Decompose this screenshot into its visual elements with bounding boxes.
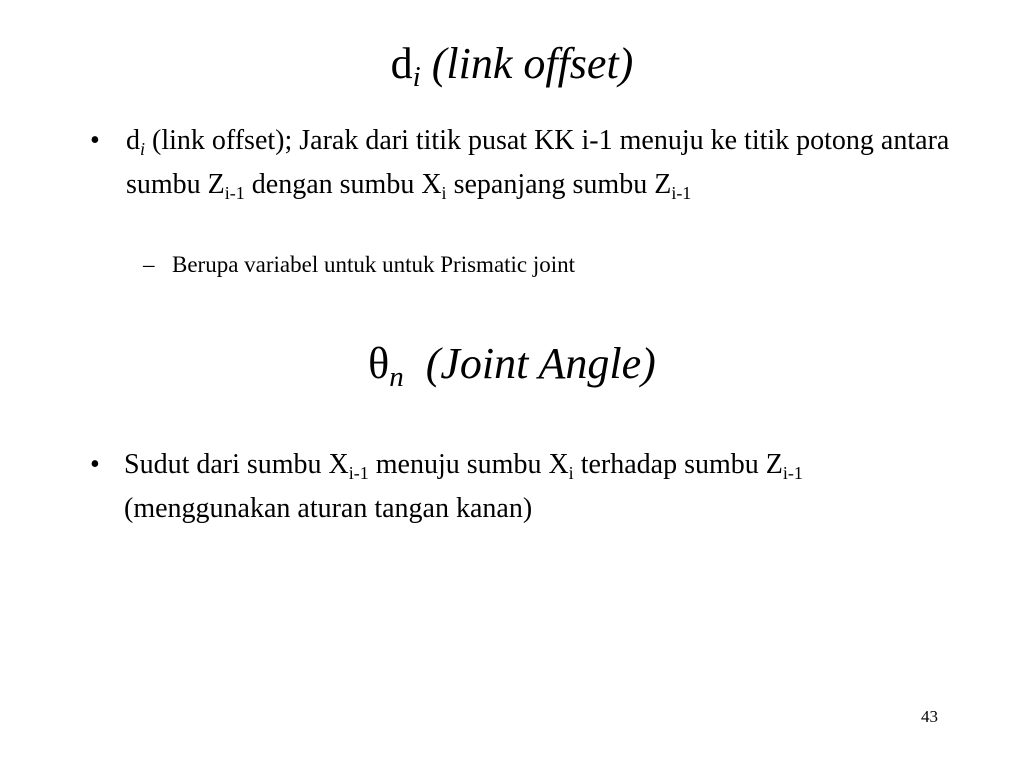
- z-subscript: i-1: [782, 463, 803, 483]
- bullet-marker: •: [90, 449, 100, 480]
- title-d-symbol: d: [390, 39, 413, 88]
- x2-subscript: i: [568, 463, 574, 483]
- title-theta-subscript: n: [389, 361, 404, 393]
- bullet2-text-part3: terhadap sumbu Z: [573, 449, 783, 480]
- title-joint-angle: [0, 338, 1024, 403]
- x-subscript: i: [441, 183, 447, 203]
- page-number: 43: [921, 707, 938, 726]
- bullet2-text-part2: menuju sumbu X: [368, 449, 569, 480]
- bullet-text: [126, 123, 966, 211]
- title-d-subscript: i: [412, 61, 421, 93]
- x1-subscript: i-1: [348, 463, 369, 483]
- bullet-text-part2: dengan sumbu X: [244, 169, 442, 200]
- title-theta-phrase: (Joint Angle): [425, 339, 656, 388]
- title-link-offset: [0, 38, 1024, 103]
- subbullet-text: Berupa variabel untuk untuk Prismatic joint: [172, 252, 576, 277]
- subbullet-marker: –: [143, 252, 155, 277]
- bullet-marker: •: [90, 125, 100, 156]
- bullet-text: [124, 447, 944, 527]
- bullet2-text-part4: (menggunakan aturan tangan kanan): [124, 493, 533, 524]
- z2-subscript: i-1: [671, 183, 692, 203]
- title-d-phrase: (link offset): [431, 39, 634, 88]
- bullet-text-part1: (link offset); Jarak dari titik pusat KK i-1 menuju ke titik potong antara sumbu Z: [126, 125, 950, 200]
- title-theta-symbol: θ: [368, 339, 390, 388]
- bullet-text-part3: sepanjang sumbu Z: [446, 169, 672, 200]
- bullet-d: d: [126, 125, 140, 156]
- z-subscript: i-1: [224, 183, 245, 203]
- bullet-d-subscript: i: [140, 139, 146, 159]
- bullet2-text-part1: Sudut dari sumbu X: [124, 449, 349, 480]
